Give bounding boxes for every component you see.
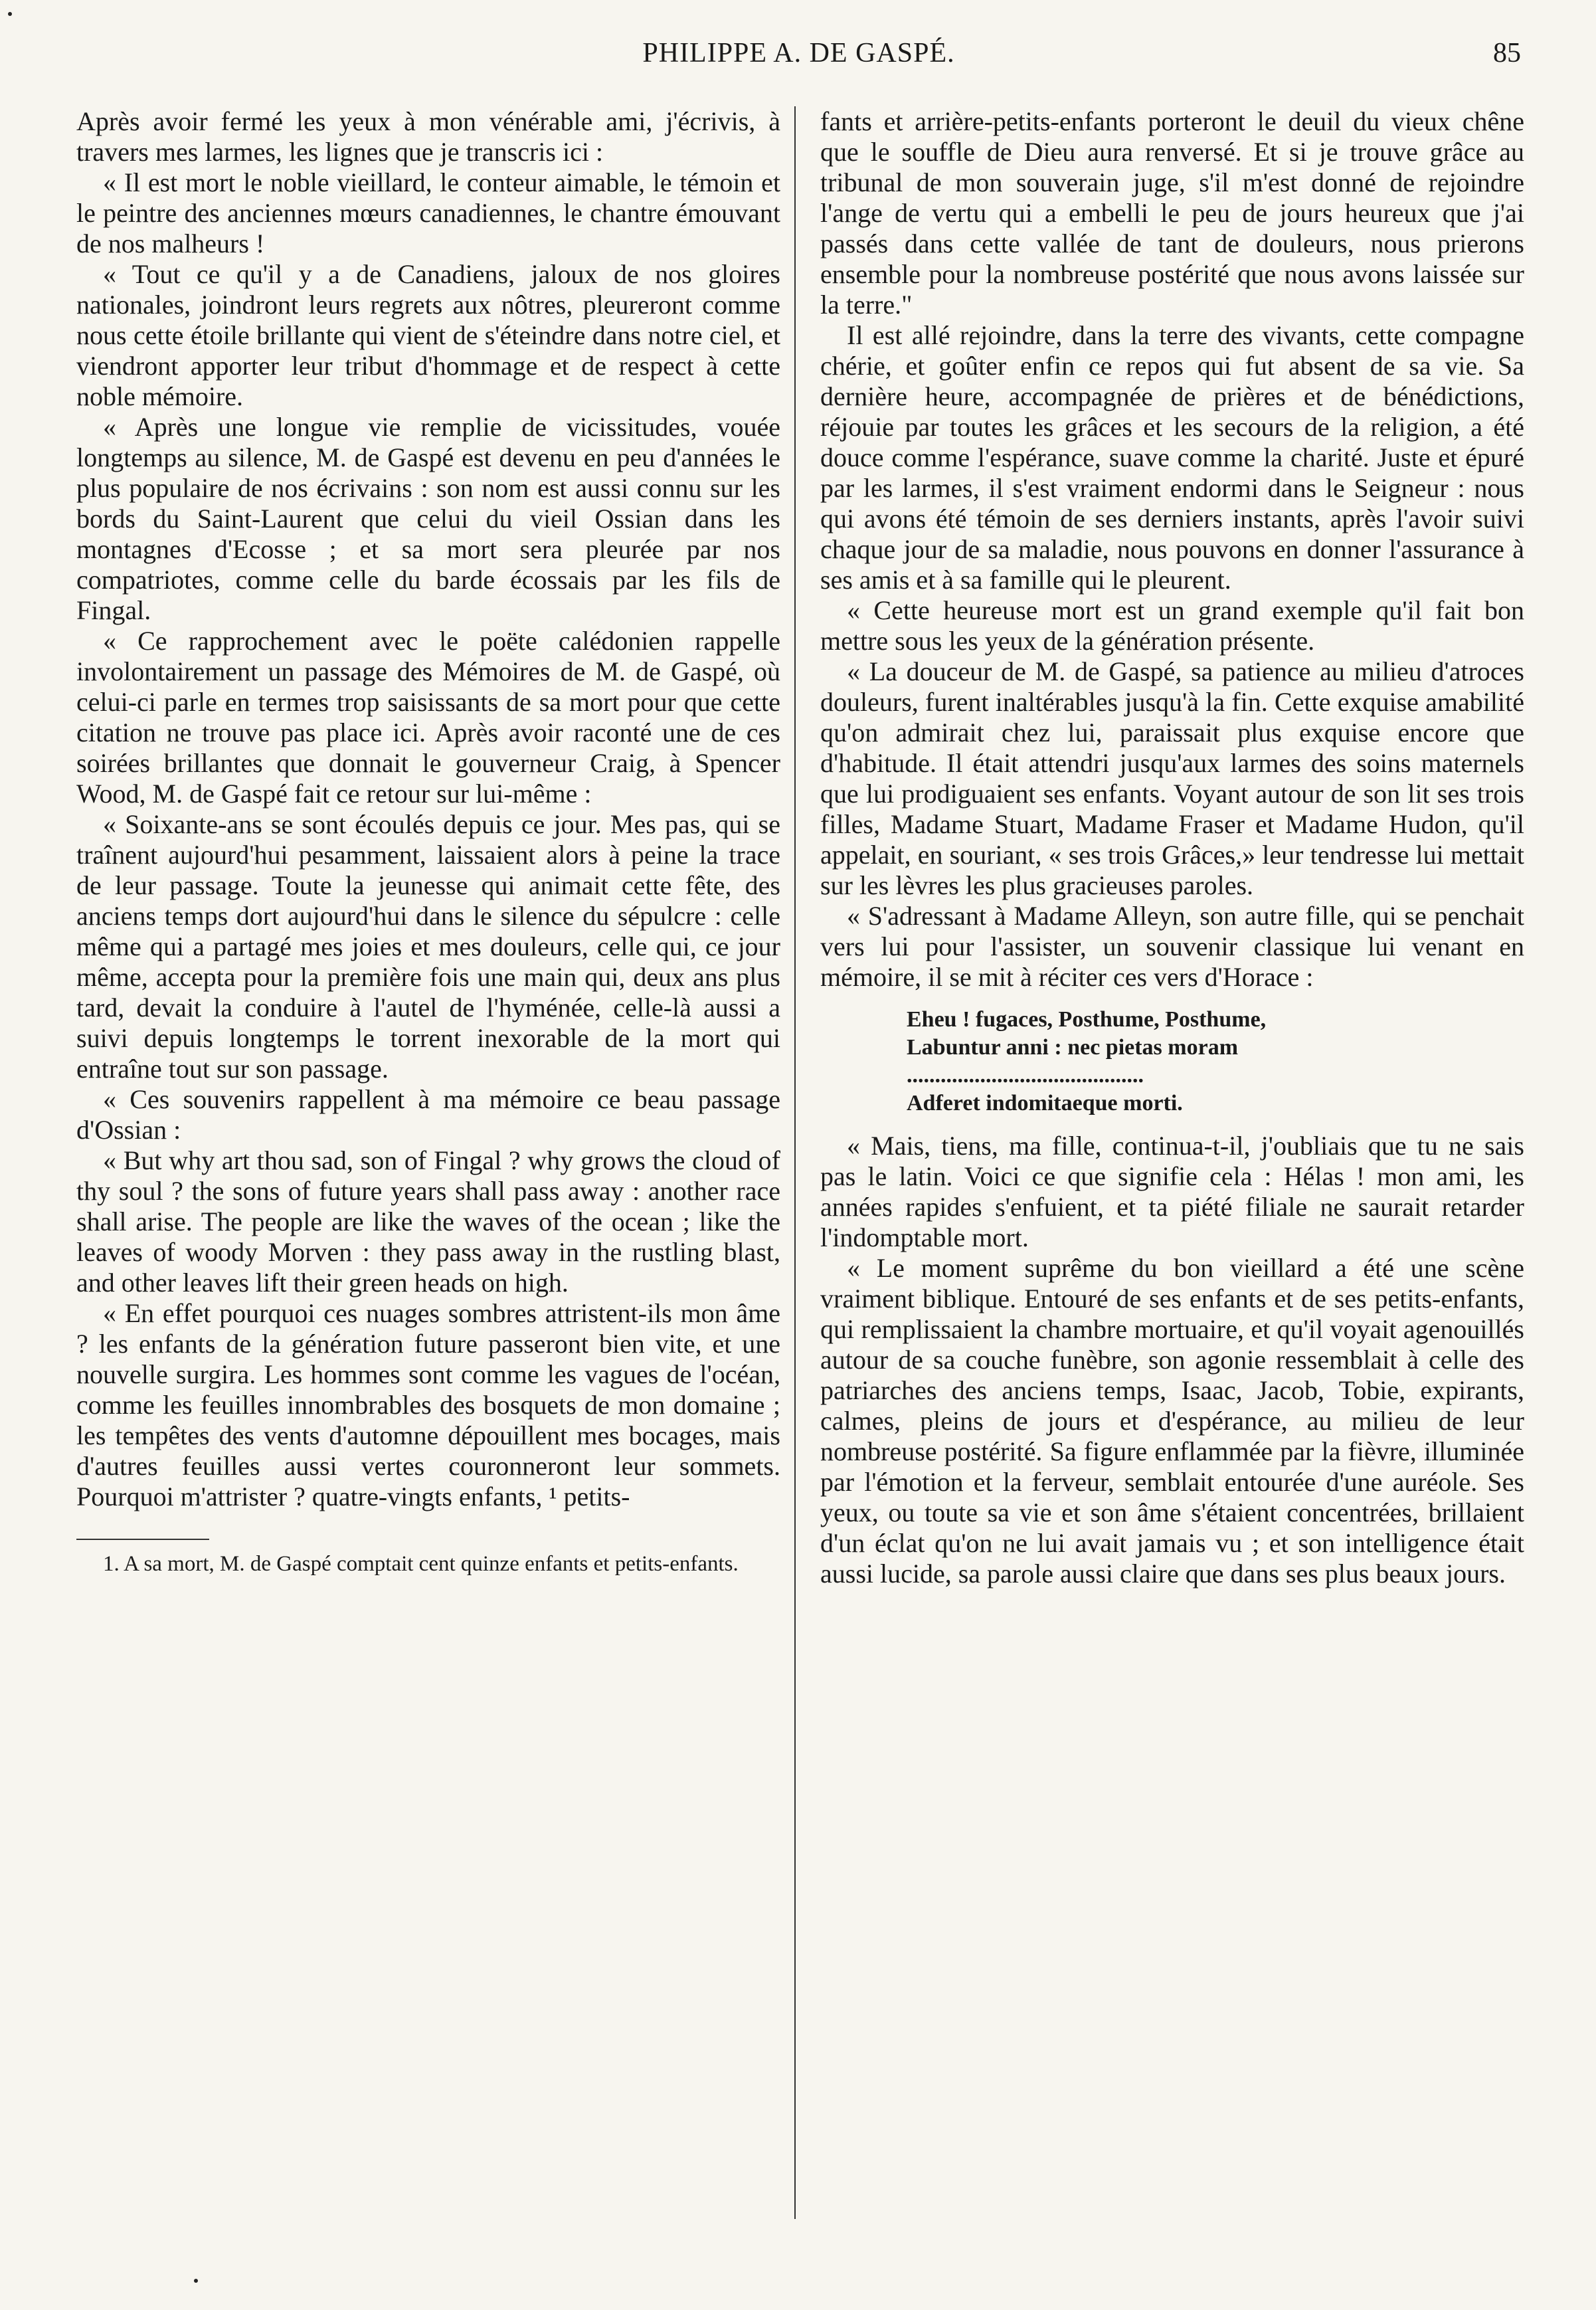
paragraph: Il est allé rejoindre, dans la terre des vivants, cette compagne chérie, et goûter enfin ce repos qui fut absent de sa vie. Sa dernière heure, accompagnée de prières et de bénédictions, réjouie par toutes les grâces et les secours de la religion, a été douce comme l'espérance, suave comme la charité. Juste et épuré par les larmes, il s'est vraiment endormi dans le Seigneur : nous qui avons été témoin de ses derniers instants, après l'avoir suivi chaque jour de sa maladie, nous pouvons en donner l'assurance à ses amis et à sa famille qui le pleurent. (820, 320, 1524, 595)
left-column (76, 106, 780, 1577)
paragraph: « S'adressant à Madame Alleyn, son autre fille, qui se penchait vers lui pour l'assister, un souvenir classique lui venant en mémoire, il se mit à réciter ces vers d'Horace : (820, 901, 1524, 992)
paragraph: « Le moment suprême du bon vieillard a été une scène vraiment biblique. Entouré de ses enfants et de ses petits-enfants, qui remplissaient la chambre mortuaire, et qu'il voyait agenouillés autour de sa couche funèbre, son agonie ressemblait à celle des patriarches des anciens temps, Isaac, Jacob, Tobie, expirants, calmes, pleins de jours et d'espérance, au milieu de leur nombreuse postérité. Sa figure enflammée par la fièvre, illuminée par l'émotion et la ferveur, semblait entourée d'une auréole. Ses yeux, ou toute sa vie et son âme s'étaient concentrées, brillaient d'un éclat qu'on ne lui avait jamais vu ; et son intelligence était aussi lucide, sa parole aussi claire que dans ses plus beaux jours. (820, 1253, 1524, 1588)
paragraph: « But why art thou sad, son of Fingal ? why grows the cloud of thy soul ? the sons of future years shall pass away : another race shall arise. The people are like the waves of the ocean ; like the leaves of woody Morven : they pass away in the rustling blast, and other leaves lift their green heads on high. (76, 1145, 780, 1298)
paragraph: « Après une longue vie remplie de vicissitudes, vouée longtemps au silence, M. de Gaspé est devenu en peu d'années le plus populaire de nos écrivains : son nom est aussi connu sur les bords du Saint-Laurent que celui du vieil Ossian dans les montagnes d'Ecosse ; et sa mort sera pleurée par nos compatriotes, comme celle du barde écossais par les fils de Fingal. (76, 412, 780, 625)
paragraph: « Ce rapprochement avec le poëte calédonien rappelle involontairement un passage des Mémoires de M. de Gaspé, où celui-ci parle en termes trop saisissants de sa mort pour que cette citation ne trouve pas place ici. Après avoir raconté une de ces soirées brillantes que donnait le gouverneur Craig, à Spencer Wood, M. de Gaspé fait ce retour sur lui-même : (76, 626, 780, 809)
verse-line: Labuntur anni : nec pietas moram (907, 1035, 1239, 1060)
paragraph: « Soixante-ans se sont écoulés depuis ce jour. Mes pas, qui se traînent aujourd'hui pesamment, laissaient alors à peine la trace de leur passage. Toute la jeunesse qui animait cette fête, des anciens temps dort aujourd'hui dans le silence du sépulcre : celle même qui a partagé mes joies et mes douleurs, celle qui, ce jour même, accepta pour la première fois une main qui, deux ans plus tard, devait la conduire à l'autel de l'hyménée, celle-là aussi a suivi depuis longtemps le torrent inexorable de la mort qui entraîne tout sur son passage. (76, 809, 780, 1084)
paragraph: « En effet pourquoi ces nuages sombres attristent-ils mon âme ? les enfants de la génération future passeront bien vite, et une nouvelle surgira. Les hommes sont comme les vagues de l'océan, comme les feuilles innombrables des bosquets de mon domaine ; les tempêtes des vents d'automne dépouillent mes bocages, mais d'autres feuilles aussi vertes couronneront leur sommets. Pourquoi m'attrister ? quatre-vingts enfants, ¹ petits- (76, 1298, 780, 1511)
horace-verse (907, 1006, 1524, 1117)
paragraph: « Il est mort le noble vieillard, le conteur aimable, le témoin et le peintre des anciennes mœurs canadiennes, le chantre émouvant de nos malheurs ! (76, 167, 780, 258)
paragraph: fants et arrière-petits-enfants porteront le deuil du vieux chêne que le souffle de Dieu aura renversé. Et si je trouve grâce au tribunal de mon souverain juge, s'il m'est donné de rejoindre l'ange de vertu qui a embelli le peu de jours heureux que j'ai passés dans cette vallée de tant de douleurs, nous prierons ensemble pour la nombreuse postérité que nous avons laissée sur la terre." (820, 106, 1524, 320)
paragraph: « Mais, tiens, ma fille, continua-t-il, j'oubliais que tu ne sais pas le latin. Voici ce que signifie cela : Hélas ! mon ami, les années rapides s'enfuient, et ta piété filiale ne saurait retarder l'indomptable mort. (820, 1131, 1524, 1252)
verse-line: Eheu ! fugaces, Posthume, Posthume, (907, 1007, 1267, 1032)
paragraph: « Tout ce qu'il y a de Canadiens, jaloux de nos gloires nationales, joindront leurs regrets aux nôtres, pleureront comme nous cette étoile brillante qui vient de s'éteindre dans notre ciel, et viendront apporter leur tribut d'hommage et de respect à cette noble mémoire. (76, 259, 780, 411)
paragraph: « Cette heureuse mort est un grand exemple qu'il fait bon mettre sous les yeux de la génération présente. (820, 595, 1524, 656)
paragraph: « La douceur de M. de Gaspé, sa patience au milieu d'atroces douleurs, furent inaltérables jusqu'à la fin. Cette exquise amabilité qu'on admirait chez lui, paraissait plus exquise encore que d'habitude. Il était attendri jusqu'aux larmes des soins maternels que lui prodiguaient ses enfants. Voyant autour de son lit ses trois filles, Madame Stuart, Madame Fraser et Madame Hudon, qu'il appelait, en souriant, « ses trois Grâces,» leur tendresse lui mettait sur les lèvres les plus gracieuses paroles. (820, 656, 1524, 900)
footnote: 1. A sa mort, M. de Gaspé comptait cent quinze enfants et petits-enfants. (103, 1552, 739, 1576)
running-title: PHILIPPE A. DE GASPÉ. (642, 38, 955, 68)
paragraph: Après avoir fermé les yeux à mon vénérable ami, j'écrivis, à travers mes larmes, les lignes que je transcris ici : (76, 106, 780, 167)
page-number: 85 (1493, 38, 1521, 68)
page-header (76, 37, 1521, 77)
print-speck (8, 12, 12, 16)
paragraph: « Ces souvenirs rappellent à ma mémoire ce beau passage d'Ossian : (76, 1084, 780, 1145)
verse-line: .......................................... (907, 1063, 1144, 1088)
footnote-rule (76, 1539, 209, 1540)
print-speck (194, 2279, 198, 2283)
column-divider (794, 106, 796, 2219)
verse-line: Adferet indomitaeque morti. (907, 1091, 1183, 1115)
right-column (820, 106, 1524, 1589)
